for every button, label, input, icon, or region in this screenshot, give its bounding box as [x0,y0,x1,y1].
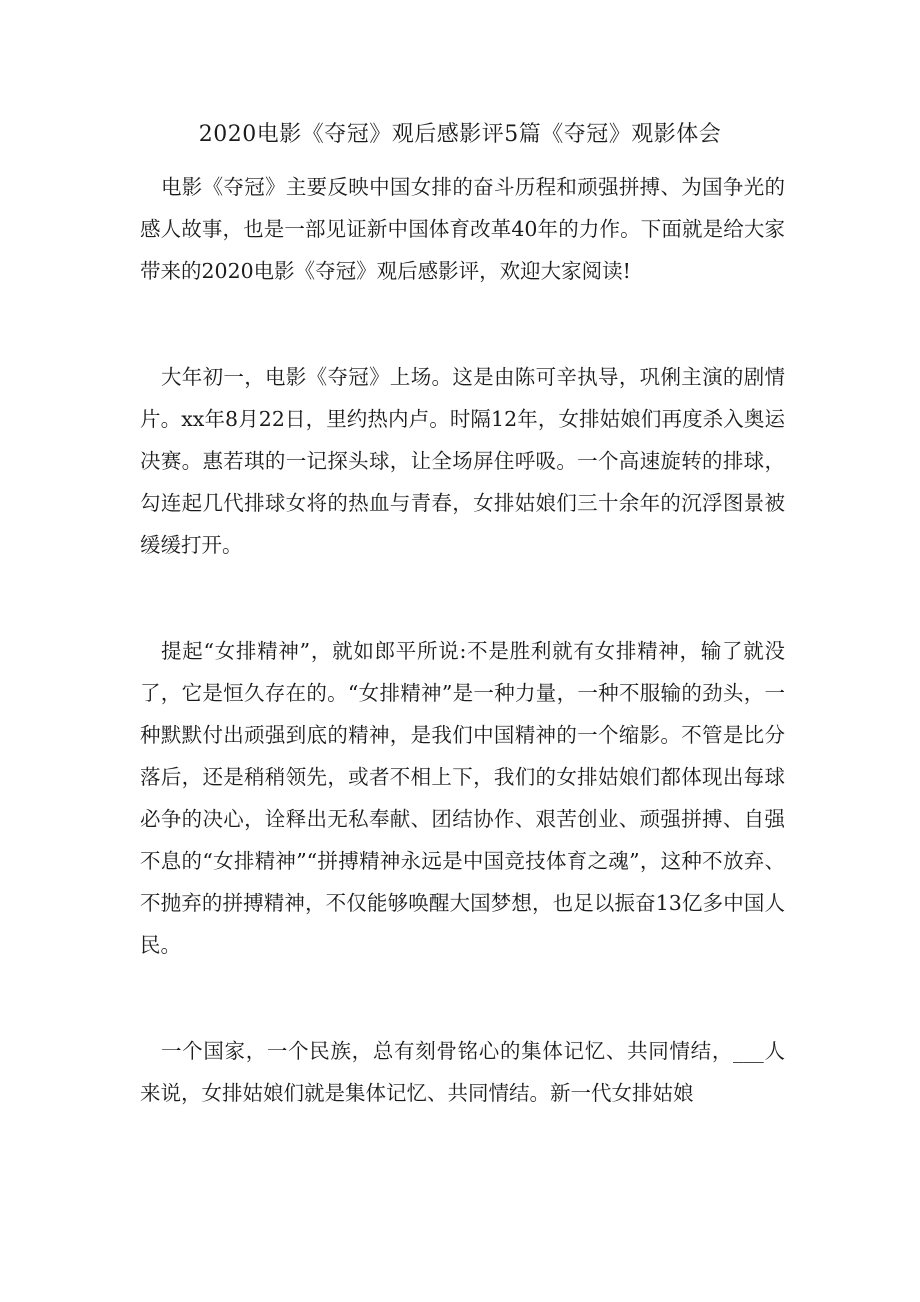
paragraph-spirit: 提起“女排精神”，就如郎平所说:不是胜利就有女排精神，输了就没了，它是恒久存在的。“女排精神”是一种力量，一种不服输的劲头，一种默默付出顽强到底的精神，是我们中国精神的一个缩影。不管是比分落后，还是稍稍领先，或者不相上下，我们的女排姑娘们都体现出每球必争的决心，诠释出无私奉献、团结协作、艰苦创业、顽强拼搏、自强不息的“女排精神”“拼搏精神永远是中国竞技体育之魂”，这种不放弃、不抛弃的拼搏精神，不仅能够唤醒大国梦想，也足以振奋13亿多中国人民。 [140,639,785,957]
document-title: 2020电影《夺冠》观后感影评5篇《夺冠》观影体会 [198,122,722,147]
paragraph-plot: 大年初一，电影《夺冠》上场。这是由陈可辛执导，巩俐主演的剧情片。xx年8月22日，里约热内卢。时隔12年，女排姑娘们再度杀入奥运决赛。惠若琪的一记探头球，让全场屏住呼吸。一个高速旋转的排球，勾连起几代排球女将的热血与青春，女排姑娘们三十余年的沉浮图景被缓缓打开。 [140,365,785,557]
document-body [140,166,785,1114]
paragraph-intro: 电影《夺冠》主要反映中国女排的奋斗历程和顽强拼搏、为国争光的感人故事，也是一部见证新中国体育改革40年的力作。下面就是给大家带来的2020电影《夺冠》观后感影评，欢迎大家阅读! [140,175,785,283]
paragraph-memory: 一个国家，一个民族，总有刻骨铭心的集体记忆、共同情结，___人来说，女排姑娘们就是集体记忆、共同情结。新一代女排姑娘 [140,1039,785,1105]
